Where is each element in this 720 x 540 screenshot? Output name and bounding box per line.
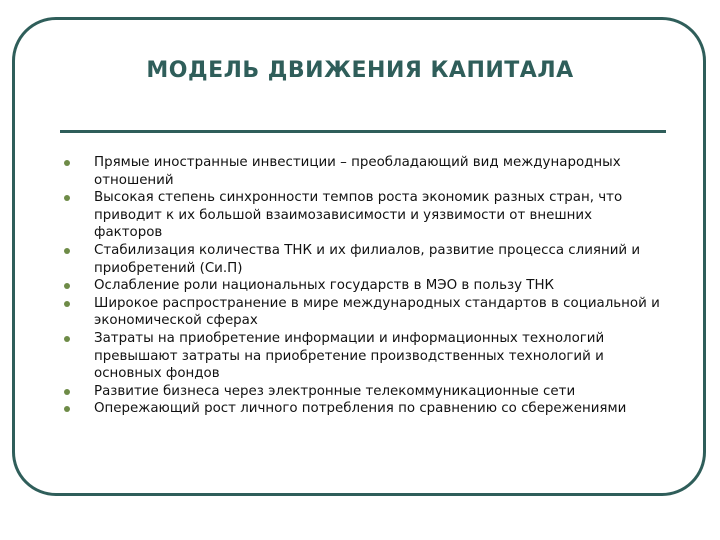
slide-title: МОДЕЛЬ ДВИЖЕНИЯ КАПИТАЛА	[146, 58, 574, 83]
bullet-list	[64, 154, 664, 418]
bullet-dot-icon	[64, 301, 70, 307]
bullet-dot-icon	[64, 195, 70, 201]
bullet-item	[64, 154, 664, 189]
bullet-text: Опережающий рост личного потребления по сравнению со сбережениями	[94, 401, 627, 417]
bullet-text: Ослабление роли национальных государств в МЭО в пользу ТНК	[94, 278, 555, 294]
bullet-dot-icon	[64, 336, 70, 342]
bullet-item	[64, 330, 664, 383]
title-divider	[60, 130, 666, 133]
bullet-dot-icon	[64, 389, 70, 395]
bullet-text: Затраты на приобретение информации и информационных технологий превышают затраты на приобретение производственных технологий и основных фондов	[94, 330, 605, 382]
bullet-text: Широкое распространение в мире международных стандартов в социальной и экономической сферах	[94, 295, 660, 329]
bullet-item	[64, 400, 664, 418]
bullet-item	[64, 242, 664, 277]
bullet-dot-icon	[64, 248, 70, 254]
bullet-text: Развитие бизнеса через электронные телекоммуникационные сети	[94, 383, 576, 399]
bullet-item	[64, 189, 664, 242]
bullet-item	[64, 277, 664, 295]
bullet-dot-icon	[64, 160, 70, 166]
bullet-item	[64, 383, 664, 401]
bullet-dot-icon	[64, 283, 70, 289]
bullet-dot-icon	[64, 406, 70, 412]
bullet-text: Стабилизация количества ТНК и их филиалов, развитие процесса слияний и приобретений (Си.П)	[94, 242, 641, 276]
bullet-text: Высокая степень синхронности темпов роста экономик разных стран, что приводит к их большой взаимозависимости и уязвимости от внешних факторов	[94, 190, 623, 241]
bullet-text: Прямые иностранные инвестиции – преобладающий вид международных отношений	[94, 155, 621, 188]
bullet-item	[64, 295, 664, 330]
